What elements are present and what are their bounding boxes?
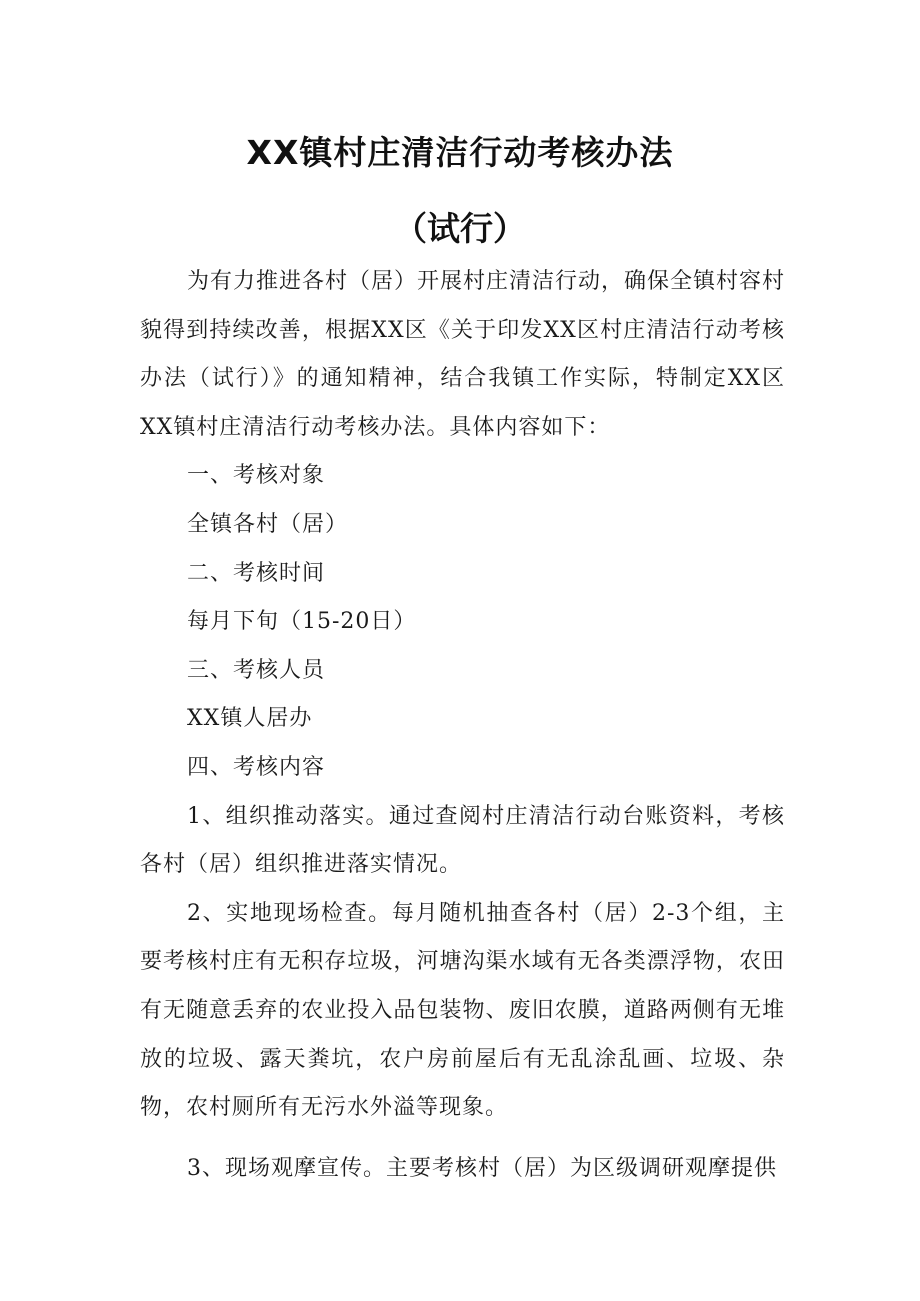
intro-paragraph: 为有力推进各村（居）开展村庄清洁行动，确保全镇村容村貌得到持续改善，根据XX区《关于印发XX区村庄清洁行动考核办法（试行）》的通知精神，结合我镇工作实际，特制定XX区XX镇村庄清洁行动考核办法。具体内容如下：: [140, 269, 786, 440]
section-content-personnel: XX镇人居办: [187, 706, 313, 732]
section-heading-time: 二、考核时间: [187, 560, 326, 586]
document-title: XX镇村庄清洁行动考核办法: [246, 133, 674, 172]
document-subtitle: （试行）: [394, 209, 526, 248]
section-content-time: 每月下旬（15-20日）: [187, 609, 417, 635]
content-item-1: 1、组织推动落实。通过查阅村庄清洁行动台账资料，考核各村（居）组织推进落实情况。: [140, 803, 785, 878]
document-body: [140, 258, 785, 1193]
content-item-2: 2、实地现场检查。每月随机抽查各村（居）2-3个组，主要考核村庄有无积存垃圾，河塘沟渠水域有无各类漂浮物，农田有无随意丢弃的农业投入品包装物、废旧农膜，道路两侧有无堆放的垃圾、露天粪坑，农户房前屋后有无乱涂乱画、垃圾、杂物，农村厕所有无污水外溢等现象。: [140, 900, 785, 1121]
section-heading-content: 四、考核内容: [187, 754, 326, 780]
content-item-3: 3、现场观摩宣传。主要考核村（居）为区级调研观摩提供: [187, 1155, 777, 1181]
section-heading-target: 一、考核对象: [187, 463, 326, 489]
section-heading-personnel: 三、考核人员: [187, 657, 326, 683]
section-content-target: 全镇各村（居）: [187, 511, 349, 537]
